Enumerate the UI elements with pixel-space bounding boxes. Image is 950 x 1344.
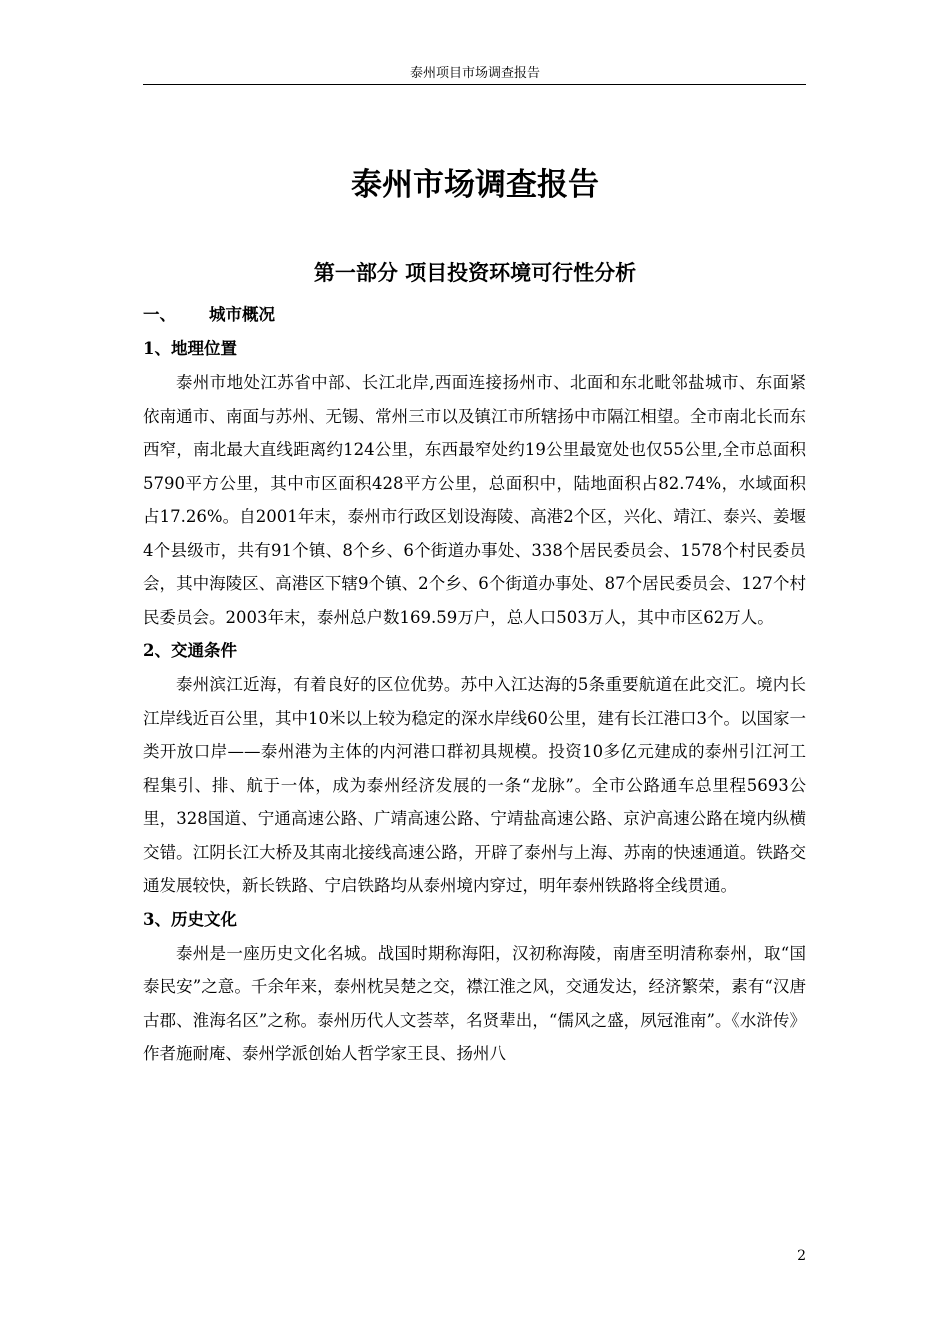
section-title: 城市概况 [209,305,275,324]
document-title: 泰州市场调查报告 [351,167,599,203]
part-title: 第一部分 项目投资环境可行性分析 [313,260,637,285]
running-header: 泰州项目市场调查报告 [409,66,540,81]
section-number: 一、 [143,305,176,324]
paragraph-history: 泰州是一座历史文化名城。战国时期称海阳，汉初称海陵，南唐至明清称泰州，取“国泰民安”之意。千余年来，泰州枕吴楚之交，襟江淮之风，交通发达，经济繁荣，素有“汉唐古郡、淮海名区”之称。泰州历代人文荟萃，名贤辈出，“儒风之盛，夙冠淮南”。《水浒传》作者施耐庵、泰州学派创始人哲学家王艮、扬州八 [143,943,806,1063]
subsection-heading-transport: 2、交通条件 [143,641,237,660]
subsection-heading-history: 3、历史文化 [143,909,237,929]
paragraph-transport: 泰州滨江近海，有着良好的区位优势。苏中入江达海的5条重要航道在此交汇。境内长江岸线近百公里，其中10米以上较为稳定的深水岸线60公里，建有长江港口3个。以国家一类开放口岸——泰州港为主体的内河港口群初具规模。投资10多亿元建成的泰州引江河工程集引、排、航于一体，成为泰州经济发展的一条“龙脉”。全市公路通车总里程5693公里，328国道、宁通高速公路、广靖高速公路、宁靖盐高速公路、京沪高速公路在境内纵横交错。江阴长江大桥及其南北接线高速公路，开辟了泰州与上海、苏南的快速通道。铁路交通发展较快，新长铁路、宁启铁路均从泰州境内穿过，明年泰州铁路将全线贯通。 [143,675,806,895]
section-heading [143,298,806,332]
page-number: 2 [797,1248,806,1264]
subsection-heading-geography: 1、地理位置 [143,339,237,358]
paragraph-geography: 泰州市地处江苏省中部、长江北岸,西面连接扬州市、北面和东北毗邻盐城市、东面紧依南通市、南面与苏州、无锡、常州三市以及镇江市所辖扬中市隔江相望。全市南北长而东西窄，南北最大直线距离约124公里，东西最窄处约19公里最宽处也仅55公里,全市总面积5790平方公里，其中市区面积428平方公里，总面积中，陆地面积占82.74%，水域面积占17.26%。自2001年末，泰州市行政区划设海陵、高港2个区，兴化、靖江、泰兴、姜堰4个县级市，共有91个镇、8个乡、6个街道办事处、338个居民委员会、1578个村民委员会，其中海陵区、高港区下辖9个镇、2个乡、6个街道办事处、87个居民委员会、127个村民委员会。2003年末，泰州总户数169.59万户，总人口503万人，其中市区62万人。 [143,373,806,627]
header-rule [143,84,806,85]
document-body [143,298,806,1071]
